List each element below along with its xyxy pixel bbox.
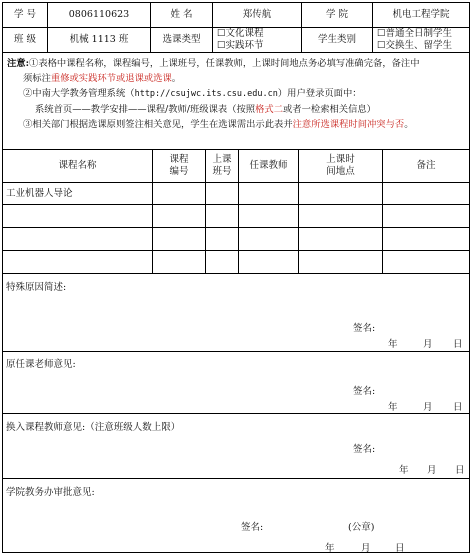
new-teacher-sign-label: 签名: [353, 444, 376, 455]
name-label: 姓 名 [151, 3, 213, 27]
header-class-no: 上课 班号 [206, 150, 239, 182]
notice-line-4-highlight: 注意所选课程时间冲突与否 [292, 119, 405, 130]
course-name-cell[interactable]: 工业机器人导论 [3, 183, 153, 204]
course-code-cell[interactable] [153, 183, 206, 204]
original-teacher-month: 月 [423, 402, 433, 413]
teacher-cell[interactable] [239, 205, 299, 227]
special-reason-day: 日 [453, 339, 463, 350]
course-type-label: 选课类型 [151, 28, 213, 52]
class-value[interactable]: 机械 1113 班 [48, 28, 151, 52]
student-type-label: 学生类别 [302, 28, 373, 52]
time-place-cell[interactable] [299, 228, 383, 250]
course-type-option-practice[interactable]: ☐实践环节 [217, 40, 264, 51]
table-row [3, 251, 469, 274]
course-code-cell[interactable] [153, 251, 206, 273]
notice-line-1b-text: 须标注 [23, 73, 51, 84]
header-teacher: 任课教师 [239, 150, 299, 182]
college-office-seal: (公章) [348, 522, 375, 533]
notice-line-4-end: 。 [404, 119, 414, 130]
college-office-month: 月 [361, 543, 371, 554]
original-teacher-year: 年 [388, 402, 398, 413]
original-teacher-day: 日 [453, 402, 463, 413]
college-label: 学 院 [302, 3, 373, 27]
notice-line-1 [7, 56, 465, 71]
original-teacher-sign-label: 签名: [353, 386, 376, 397]
table-row [3, 183, 469, 205]
notice-line-4 [7, 117, 465, 132]
remarks-cell[interactable] [383, 228, 469, 250]
course-code-cell[interactable] [153, 228, 206, 250]
new-teacher-month: 月 [427, 465, 437, 476]
teacher-cell[interactable] [239, 183, 299, 204]
new-teacher-day: 日 [455, 465, 465, 476]
teacher-cell[interactable] [239, 251, 299, 273]
course-type-option-culture[interactable]: ☐文化课程 [217, 28, 264, 40]
college-office-label: 学院教务办审批意见: [6, 487, 95, 498]
header-row-1 [3, 3, 469, 28]
college-office-day: 日 [395, 543, 405, 554]
time-place-cell[interactable] [299, 251, 383, 273]
course-code-cell[interactable] [153, 205, 206, 227]
new-teacher-label: 换入课程教师意见:（注意班级人数上限） [6, 422, 181, 433]
header-course-name: 课程名称 [3, 150, 153, 182]
header-time-place: 上课时 间地点 [299, 150, 383, 182]
new-teacher-section[interactable] [3, 414, 469, 479]
class-no-cell[interactable] [206, 183, 239, 204]
notice-block [3, 53, 469, 150]
special-reason-section[interactable] [3, 274, 469, 352]
time-place-cell[interactable] [299, 205, 383, 227]
special-reason-month: 月 [423, 339, 433, 350]
course-name-cell[interactable] [3, 205, 153, 227]
notice-line-4-text: ③相关部门根据选课原则签注相关意见，学生在选课需出示此表并 [23, 119, 293, 130]
class-label: 班 级 [3, 28, 48, 52]
original-teacher-label: 原任课老师意见: [6, 359, 76, 370]
course-selection-form [2, 2, 470, 553]
student-id-label: 学 号 [3, 3, 48, 27]
notice-line-1b-end: 。 [171, 73, 182, 84]
header-row-2 [3, 28, 469, 53]
college-office-year: 年 [325, 543, 335, 554]
notice-line-2 [7, 86, 465, 102]
course-name-cell[interactable] [3, 228, 153, 250]
special-reason-year: 年 [388, 339, 398, 350]
course-type-option-practice-label: 实践环节 [225, 40, 264, 51]
notice-line-3-highlight: 格式二 [255, 104, 283, 115]
notice-line-3 [7, 102, 465, 117]
new-teacher-year: 年 [399, 465, 409, 476]
notice-line-1-text: ①表格中课程名称，课程编号，上课班号，任课教师，上课时间地点务必填写准确完备，备注中 [29, 58, 420, 69]
college-office-sign-label: 签名: [241, 522, 264, 533]
college-office-section[interactable] [3, 479, 469, 554]
student-type-option-exchange[interactable]: ☐交换生、留学生 [377, 40, 453, 51]
header-course-code: 课程 编号 [153, 150, 206, 182]
table-row [3, 205, 469, 228]
notice-label: 注意: [7, 58, 30, 69]
notice-line-2-end: ）用户登录页面中： [277, 88, 362, 99]
student-id-value[interactable]: 0806110623 [48, 3, 151, 27]
remarks-cell[interactable] [383, 183, 469, 204]
course-type-options [213, 28, 302, 52]
notice-line-1b [7, 71, 465, 86]
student-type-options [373, 28, 469, 52]
name-value[interactable]: 郑传航 [213, 3, 302, 27]
notice-line-1b-highlight: 重修或实践环节或退课或选课 [50, 73, 172, 84]
class-no-cell[interactable] [206, 205, 239, 227]
class-no-cell[interactable] [206, 228, 239, 250]
course-type-option-culture-label: 文化课程 [225, 28, 264, 40]
teacher-cell[interactable] [239, 228, 299, 250]
course-name-cell[interactable] [3, 251, 153, 273]
notice-line-3-text: 系统首页——教学安排——课程/教师/班级课表（按照 [35, 104, 256, 115]
class-no-cell[interactable] [206, 251, 239, 273]
notice-line-3-end: 或者一检索相关信息） [283, 104, 376, 115]
notice-line-2-text: ②中南大学教务管理系统（ [23, 88, 135, 99]
special-reason-sign-label: 签名: [353, 323, 376, 334]
student-type-option-exchange-label: 交换生、留学生 [385, 40, 453, 51]
table-row [3, 228, 469, 251]
course-table-header [3, 150, 469, 183]
student-type-option-regular[interactable]: ☐普通全日制学生 [377, 28, 453, 40]
student-type-option-regular-label: 普通全日制学生 [385, 28, 453, 40]
time-place-cell[interactable] [299, 183, 383, 204]
remarks-cell[interactable] [383, 251, 469, 273]
college-value[interactable]: 机电工程学院 [392, 9, 450, 21]
header-remarks: 备注 [416, 160, 436, 172]
special-reason-label: 特殊原因简述: [6, 282, 67, 293]
original-teacher-section[interactable] [3, 352, 469, 414]
system-url-link[interactable]: http://csujwc.its.csu.edu.cn [134, 89, 278, 99]
remarks-cell[interactable] [383, 205, 469, 227]
